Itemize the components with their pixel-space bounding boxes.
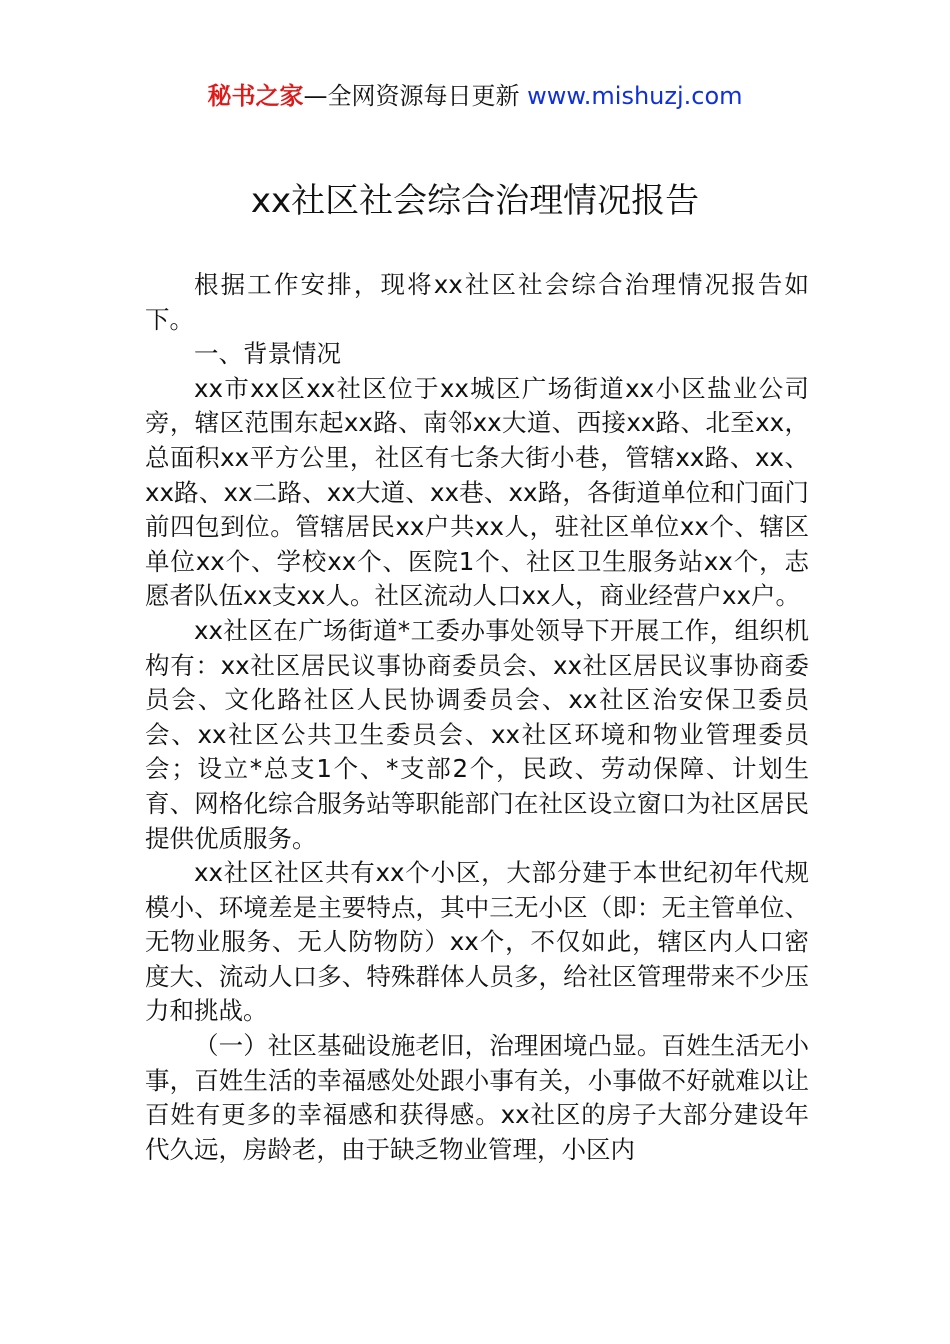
site-url[interactable]: www.mishuzj.com [527, 82, 743, 110]
body-paragraph: xx社区在广场街道*工委办事处领导下开展工作，组织机构有：xx社区居民议事协商委员会、xx社区居民议事协商委员会、文化路社区人民协调委员会、xx社区治安保卫委员会、xx社区公共卫生委员会、xx社区环境和物业管理委员会；设立*总支1个、*支部2个，民政、劳动保障、计划生育、网格化综合服务站等职能部门在社区设立窗口为社区居民提供优质服务。 [145, 615, 809, 853]
body-paragraph: （一）社区基础设施老旧，治理困境凸显。百姓生活无小事，百姓生活的幸福感处处跟小事有关，小事做不好就难以让百姓有更多的幸福感和获得感。xx社区的房子大部分建设年代久远，房龄老，由于缺乏物业管理，小区内 [145, 1031, 809, 1164]
body-paragraph: xx社区社区共有xx个小区，大部分建于本世纪初年代规模小、环境差是主要特点，其中三无小区（即：无主管单位、无物业服务、无人防物防）xx个，不仅如此，辖区内人口密度大、流动人口多、特殊群体人员多，给社区管理带来不少压力和挑战。 [145, 858, 809, 1026]
document-title: xx社区社会综合治理情况报告 [250, 181, 700, 221]
site-brand: 秘书之家 [207, 82, 304, 110]
intro-paragraph: 根据工作安排，现将xx社区社会综合治理情况报告如下。 [145, 270, 809, 334]
document-body [145, 268, 809, 1167]
site-header [0, 80, 950, 112]
site-slogan: —全网资源每日更新 [303, 82, 528, 110]
section-heading-background: 一、背景情况 [194, 339, 341, 369]
body-paragraph: xx市xx区xx社区位于xx城区广场街道xx小区盐业公司旁，辖区范围东起xx路、南邻xx大道、西接xx路、北至xx，总面积xx平方公里，社区有七条大街小巷，管辖xx路、xx、xx路、xx二路、xx大道、xx巷、xx路，各街道单位和门面门前四包到位。管辖居民xx户共xx人，驻社区单位xx个、辖区单位xx个、学校xx个、医院1个、社区卫生服务站xx个，志愿者队伍xx支xx人。社区流动人口xx人，商业经营户xx户。 [145, 373, 809, 611]
